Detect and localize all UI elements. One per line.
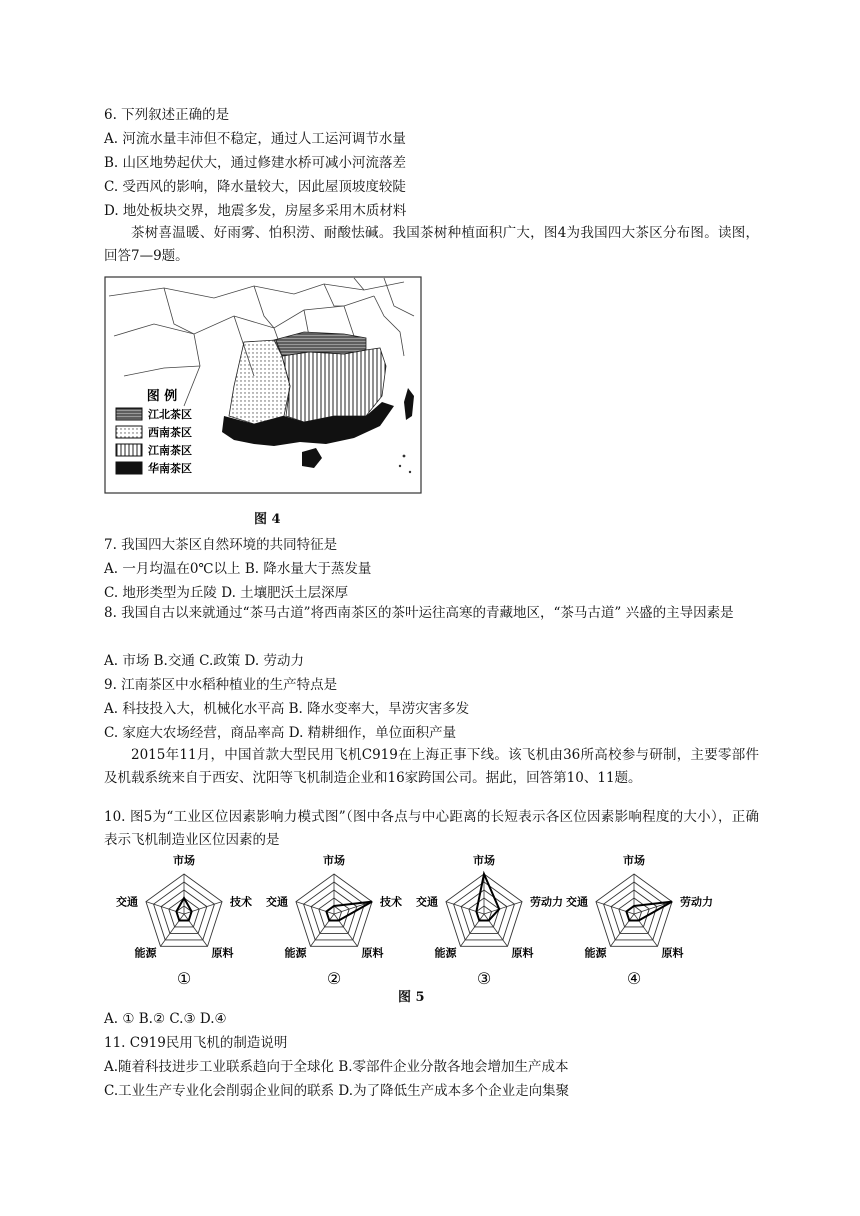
radar-axis-label: 技术 bbox=[380, 895, 403, 909]
q11-options-ab: A.随着科技进步工业联系趋向于全球化 B.零部件企业分散各地会增加生产成本 bbox=[104, 1059, 569, 1075]
legend-jiangnan: 江南茶区 bbox=[148, 444, 192, 457]
q10-stem: 10. 图5为“工业区位因素影响力模式图”（图中各点与中心距离的长短表示各区位因素影响程度的大小），正确表示飞机制造业区位因素的是 bbox=[104, 809, 759, 848]
q7-options-cd: C. 地形类型为丘陵 D. 土壤肥沃土层深厚 bbox=[104, 585, 349, 601]
q8-options: A. 市场 B.交通 C.政策 D. 劳动力 bbox=[104, 653, 304, 669]
radar-data-polygon-4 bbox=[626, 902, 672, 921]
radar-chart-number: ② bbox=[326, 969, 342, 988]
q6-option-d: D. 地处板块交界，地震多发，房屋多采用木质材料 bbox=[104, 203, 407, 219]
radar-chart-number: ① bbox=[176, 969, 192, 988]
radar-data-polygon-2 bbox=[326, 902, 372, 921]
q6-stem: 6. 下列叙述正确的是 bbox=[104, 107, 230, 123]
radar-axis-label: 能源 bbox=[134, 946, 157, 960]
radar-chart-number: ④ bbox=[626, 969, 642, 988]
q9-stem: 9. 江南茶区中水稻种植业的生产特点是 bbox=[104, 677, 338, 693]
radar-axis-label: 原料 bbox=[661, 946, 684, 960]
q6-option-a: A. 河流水量丰沛但不稳定，通过人工运河调节水量 bbox=[104, 131, 406, 147]
q9-options-cd: C. 家庭大农场经营，商品率高 D. 精耕细作，单位面积产量 bbox=[104, 725, 457, 741]
q10-options: A. ① B.② C.③ D.④ bbox=[104, 1011, 227, 1027]
figure-5-radar-charts bbox=[104, 848, 714, 1004]
radar-axis-label: 原料 bbox=[361, 946, 384, 960]
passage-tea: 茶树喜温暖、好雨雾、怕积涝、耐酸怯碱。我国茶树种植面积广大，图4为我国四大茶区分布图。读图，回答7—9题。 bbox=[104, 225, 759, 264]
radar-axis-label: 市场 bbox=[473, 854, 495, 867]
figure-5-caption: 图 5 bbox=[398, 990, 425, 1005]
q8-stem: 8. 我国自古以来就通过“茶马古道”将西南茶区的茶叶运往高寒的青藏地区，“茶马古道” 兴盛的主导因素是 bbox=[104, 605, 734, 621]
q11-stem: 11. C919民用飞机的制造说明 bbox=[104, 1035, 288, 1051]
radar-chart-number: ③ bbox=[476, 969, 492, 988]
radar-axis-label: 交通 bbox=[415, 895, 438, 909]
legend-jiangbei: 江北茶区 bbox=[148, 408, 192, 421]
radar-axis-label: 能源 bbox=[284, 946, 307, 960]
radar-axis-label: 原料 bbox=[511, 946, 534, 960]
passage-c919: 2015年11月，中国首款大型民用飞机C919在上海正事下线。该飞机由36所高校参与研制，主要零部件及机载系统来自于西安、沈阳等飞机制造企业和16家跨国公司。据此，回答第10、11题。 bbox=[104, 747, 759, 786]
legend-title: 图 例 bbox=[146, 389, 178, 404]
q6-option-b: B. 山区地势起伏大，通过修建水桥可减小河流落差 bbox=[104, 155, 407, 171]
radar-axis-label: 市场 bbox=[323, 854, 345, 867]
legend-huanan: 华南茶区 bbox=[148, 462, 192, 475]
q6-option-c: C. 受西风的影响，降水量较大，因此屋顶坡度较陡 bbox=[104, 179, 406, 195]
radar-axis-label: 技术 bbox=[230, 895, 253, 909]
q7-options-ab: A. 一月均温在0℃以上 B. 降水量大于蒸发量 bbox=[104, 561, 372, 577]
radar-axis-label: 市场 bbox=[623, 854, 645, 867]
radar-axis-label: 交通 bbox=[265, 895, 288, 909]
radar-data-polygon-3 bbox=[476, 874, 499, 920]
tea-region-map bbox=[104, 276, 422, 494]
radar-axis-label: 能源 bbox=[584, 946, 607, 960]
q7-stem: 7. 我国四大茶区自然环境的共同特征是 bbox=[104, 537, 338, 553]
radar-axis-label: 交通 bbox=[115, 895, 138, 909]
radar-axis-label: 市场 bbox=[173, 854, 195, 867]
legend-xinan: 西南茶区 bbox=[148, 426, 192, 439]
radar-axis-label: 能源 bbox=[434, 946, 457, 960]
radar-axis-label: 劳动力 bbox=[530, 895, 564, 909]
q11-options-cd: C.工业生产专业化会削弱企业间的联系 D.为了降低生产成本多个企业走向集聚 bbox=[104, 1083, 570, 1099]
radar-axis-label: 原料 bbox=[211, 946, 234, 960]
radar-axis-label: 劳动力 bbox=[680, 895, 714, 909]
radar-axis-label: 交通 bbox=[565, 895, 588, 909]
figure-4-caption: 图 4 bbox=[254, 512, 281, 527]
q9-options-ab: A. 科技投入大，机械化水平高 B. 降水变率大，旱涝灾害多发 bbox=[104, 701, 470, 717]
